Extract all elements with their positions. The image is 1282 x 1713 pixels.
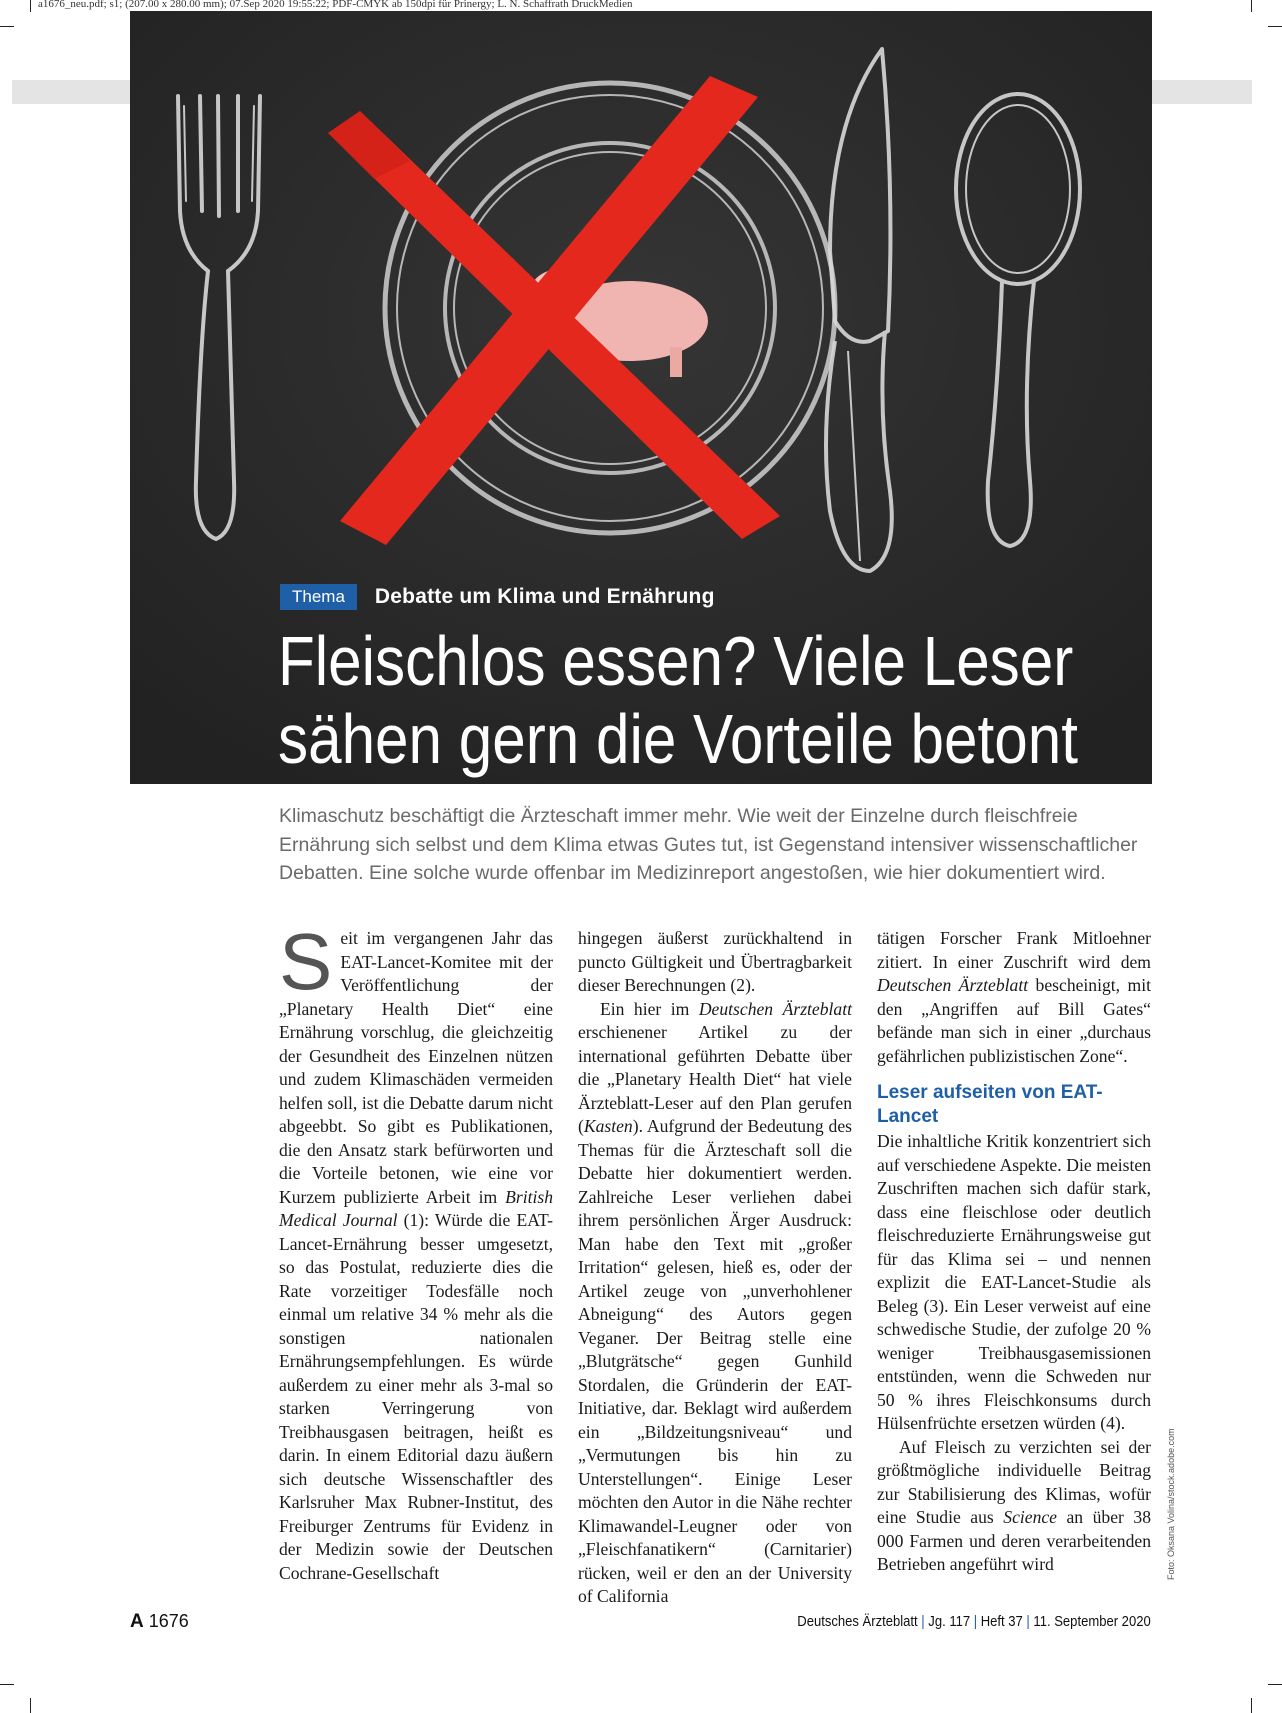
- body-paragraph: hingegen äußerst zurückhaltend in puncto Gültigkeit und Übertragbarkeit dieser Berechnungen (2).: [578, 928, 852, 995]
- crop-mark: [1268, 1684, 1282, 1685]
- separator: |: [921, 1614, 925, 1630]
- section-subhead: Leser aufseiten von EAT-Lancet: [877, 1082, 1103, 1127]
- page-number: [130, 1611, 189, 1633]
- body-column-3: [877, 927, 1151, 1577]
- text: erschienener Artikel zu der international geführten Debatte über die „Planetary Health Diet“ hat viele Ärzteblatt-Leser auf den Plan gerufen (: [578, 1022, 852, 1136]
- journal-title: Deutsches Ärzteblatt: [797, 1614, 918, 1630]
- photo-credit: Foto: Oksana Volina/stock.adobe.com: [1166, 1428, 1176, 1580]
- text: tätigen Forscher Frank Mitloehner zitiert. In einer Zuschrift wird dem: [877, 928, 1151, 972]
- body-paragraph: [578, 998, 852, 1609]
- body-column-1: [279, 917, 553, 1585]
- crop-mark: [30, 0, 31, 12]
- crop-mark: [1251, 1698, 1252, 1713]
- headline-line-2: sähen gern die Vorteile betont: [278, 700, 1078, 778]
- topic-line: [280, 584, 715, 610]
- body-paragraph: Die inhaltliche Kritik konzentriert sich auf verschiedene Aspekte. Die meisten Zuschriften machen sich dafür stark, dass eine fleischlose oder deutlich fleischreduzierte Ernährungsweise gut für das Klima sei – und nennen explizit die EAT-Lancet-Studie als Beleg (3). Ein Leser verweist auf eine schwedische Studie, der zufolge 20 % weniger Treibhausgasemissionen entstünden, wenn die Schweden nur 50 % ihres Fleischkonsums durch Hülsenfrüchte ersetzen würden (4).: [877, 1131, 1151, 1433]
- separator: |: [974, 1614, 978, 1630]
- box-reference: Kasten: [583, 1116, 633, 1136]
- headline: [278, 622, 1078, 778]
- issue: Heft 37: [981, 1614, 1024, 1630]
- crop-mark: [0, 26, 14, 27]
- journal-name: British Medical Journal: [279, 1186, 553, 1230]
- bleed-band-right: [1152, 80, 1252, 104]
- text: Auf Fleisch zu verzichten sei der größtmögliche individuelle Beitrag zur Stabilisierung des Klimas, wofür eine Studie aus: [877, 1436, 1151, 1527]
- dropcap: S: [279, 917, 333, 1006]
- body-paragraph: [877, 927, 1151, 1068]
- crop-mark: [0, 1684, 14, 1685]
- text: an über 38 000 Farmen und deren verarbeitenden Betrieben angeführt wird: [877, 1507, 1151, 1574]
- footer-citation: [798, 1614, 1151, 1630]
- journal-name: Deutschen Ärzteblatt: [877, 975, 1029, 995]
- date: 11. September 2020: [1033, 1614, 1151, 1630]
- text: eit im vergangenen Jahr das EAT-Lancet-Komitee mit der Veröffentlichung der „Planetary Health Diet“ eine Ernährung vorschlug, die gleichzeitig der Gesundheit des Einzelnen nützen und zudem Klimaschäden vermeiden helfen soll, ist die Debatte darum nicht abgeebbt. So gibt es Publikationen, die den Ansatz stark befürworten und die Vorteile betonen, wie eine vor Kurzem publizierte Arbeit im: [279, 928, 553, 1207]
- headline-line-1: Fleischlos essen? Viele Leser: [278, 622, 1074, 700]
- journal-name: Science: [1003, 1507, 1057, 1527]
- text: ). Aufgrund der Bedeutung des Themas für die Ärzteschaft soll die Debatte hier dokumentiert werden. Zahlreiche Leser verliehen dabei ihrem persönlichen Ärger Ausdruck: Man habe den Text mit „großer Irritation“ gelesen, hieß es, oder der Artikel zeuge von „unverhohlener Abneigung“ des Autors gegen Veganer. Der Beitrag stelle eine „Blutgrätsche“ gegen Gunhild Stordalen, die Gründerin der EAT-Initiative, dar. Beklagt wird außerdem ein „Bildzeitungsniveau“ und „Vermutungen bis hin zu Unterstellungen“. Einige Leser möchten den Autor in die Nähe rechter Klimawandel-Leugner oder von „Fleischfanatikern“ (Carnitarier) rücken, weil er den an der University of California: [578, 1116, 852, 1606]
- journal-name: Deutschen Ärzteblatt: [698, 998, 852, 1019]
- body-column-2: [578, 927, 852, 1609]
- crop-mark: [30, 1698, 31, 1713]
- text: Ein hier im: [600, 998, 699, 1019]
- text: (1): Würde die EAT-Lancet-Ernährung besser umgesetzt, so das Postulat, reduzierte dies die Rate vorzeitiger Todesfälle noch einmal um relative 34 % mehr als die sonstigen nationalen Ernährungsempfehlungen. Es würde außerdem zu einer mehr als 3-mal so starken Verringerung von Treibhausgasen beitragen, heißt es darin. In einem Editorial dazu äußern sich deutsche Wissenschaftler des Karlsruher Max Rubner-Institut, des Freiburger Zentrums für Evidenz in der Medizin sowie der Deutschen Cochrane-Gesellschaft: [279, 1210, 553, 1583]
- body-paragraph: [279, 917, 553, 1585]
- lead-paragraph: Klimaschutz beschäftigt die Ärzteschaft immer mehr. Wie weit der Einzelne durch fleischfreie Ernährung sich selbst und dem Klima etwas Gutes tut, ist Gegenstand intensiver wissenschaftlicher Debatten. Eine solche wurde offenbar im Medizinreport angestoßen, wie hier dokumentiert wird.: [279, 805, 1138, 884]
- topic-title: Debatte um Klima und Ernährung: [374, 585, 715, 608]
- text: bescheinigt, mit den „Angriffen auf Bill Gates“ befände man sich in einer „durchaus gefährlichen publizistischen Zone“.: [877, 975, 1151, 1066]
- crop-mark: [1268, 26, 1282, 27]
- crop-mark: [1251, 0, 1252, 12]
- page-prefix: A: [130, 1611, 144, 1632]
- body-paragraph: [877, 1436, 1151, 1577]
- bleed-band-left: [12, 80, 130, 104]
- volume: Jg. 117: [928, 1614, 971, 1630]
- page-number-value: 1676: [148, 1611, 189, 1631]
- print-slug: a1676_neu.pdf; s1; (207.00 x 280.00 mm); 07.Sep 2020 19:55:22; PDF-CMYK ab 150dpi für Prinergy; L. N. Schaffrath DruckMedien: [38, 0, 633, 10]
- topic-tag: Thema: [280, 584, 357, 610]
- separator: |: [1026, 1614, 1031, 1630]
